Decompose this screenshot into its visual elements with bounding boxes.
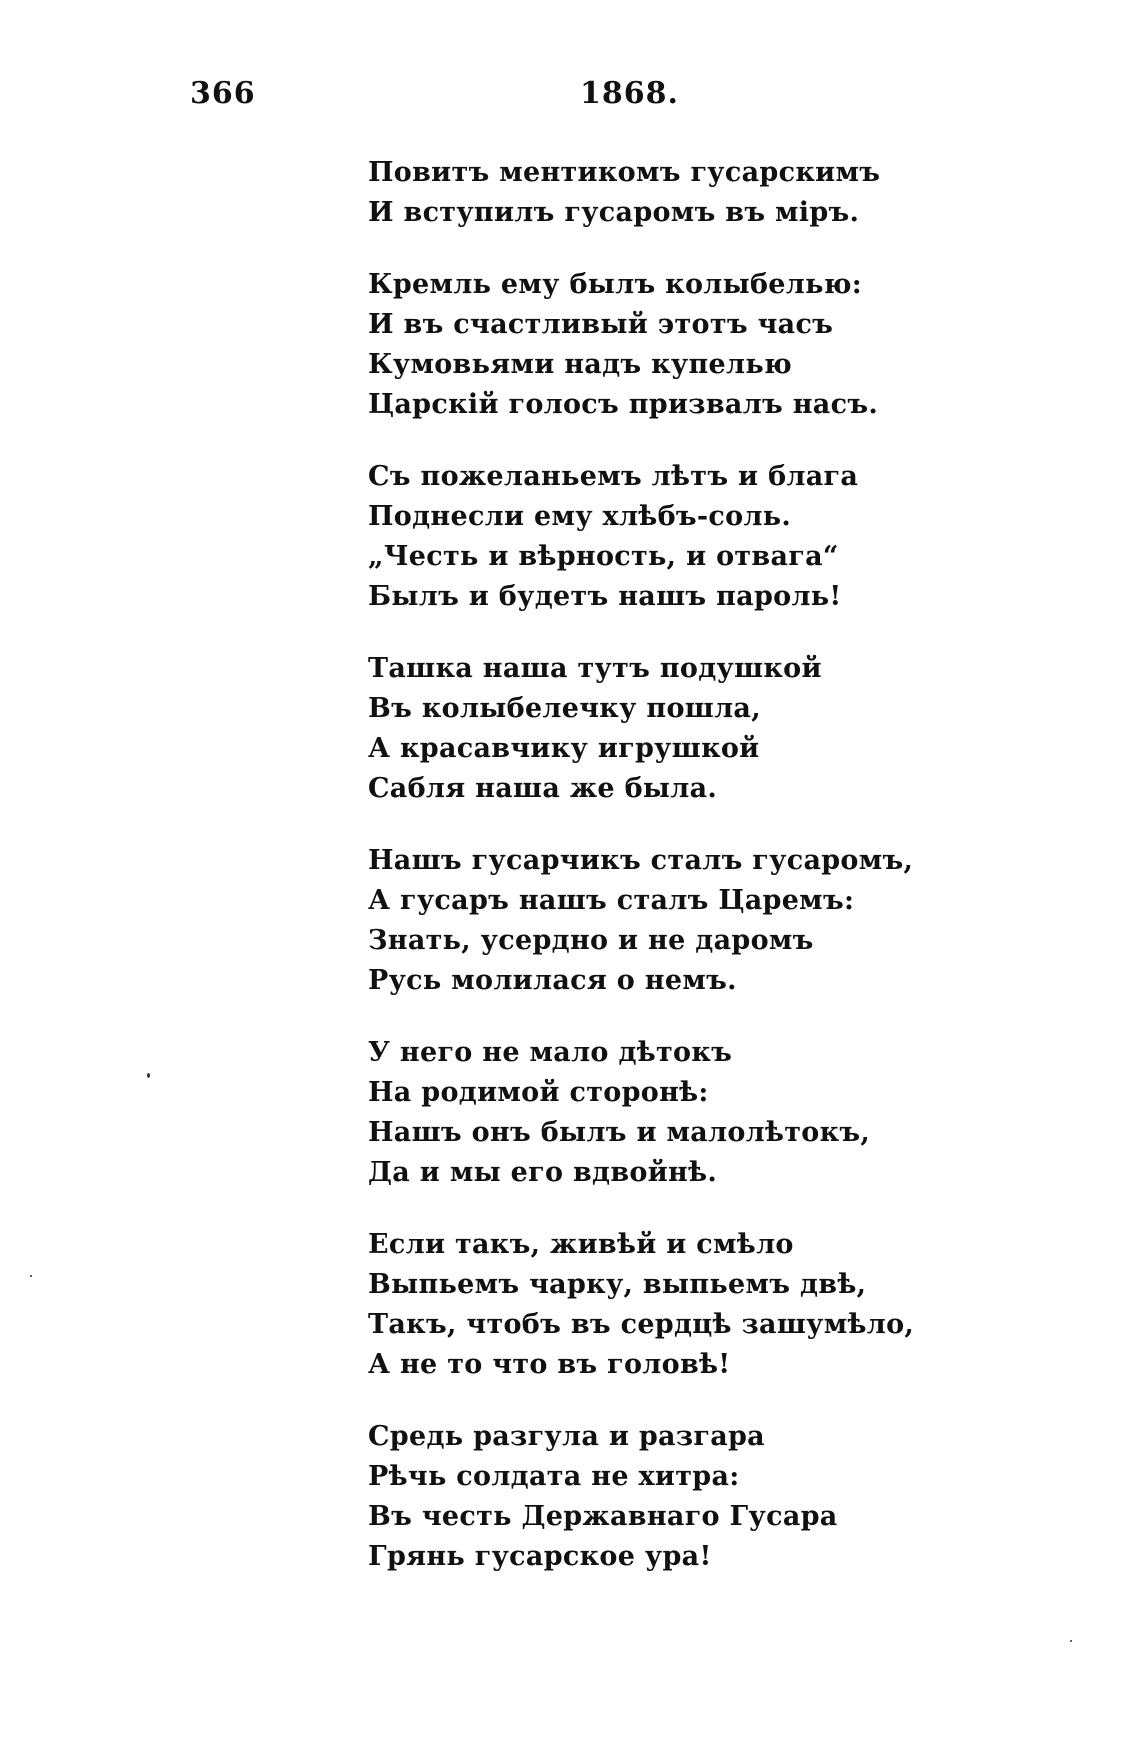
poem-line: И въ счастливый этотъ часъ xyxy=(368,309,834,340)
poem-line: Нашъ гусарчикъ сталъ гусаромъ, xyxy=(368,845,914,876)
poem-line: А красавчику игрушкой xyxy=(368,733,760,764)
poem-line: Если такъ, живѣй и смѣло xyxy=(368,1229,794,1260)
poem-line: Нашъ онъ былъ и малолѣтокъ, xyxy=(368,1117,871,1148)
poem-line: Царскій голосъ призвалъ насъ. xyxy=(368,389,879,420)
poem-line: Въ честь Державнаго Гусара xyxy=(368,1501,838,1532)
poem-line: Ташка наша тутъ подушкой xyxy=(368,653,822,684)
poem-line: Повитъ ментикомъ гусарскимъ xyxy=(368,157,881,188)
poem-line: „Честь и вѣрность, и отвага“ xyxy=(368,541,839,572)
poem-line: Въ колыбелечку пошла, xyxy=(368,693,761,724)
page-number: 366 xyxy=(190,76,256,111)
ink-speck xyxy=(30,1275,32,1277)
poem-line: Грянь гусарское ура! xyxy=(368,1541,712,1572)
ink-speck xyxy=(147,1073,150,1078)
poem-line: На родимой сторонѣ: xyxy=(368,1077,709,1108)
poem-line: Кремль ему былъ колыбелью: xyxy=(368,269,862,300)
page-year-header: 1868. xyxy=(580,76,679,111)
poem xyxy=(368,153,1088,1609)
stanza-3 xyxy=(368,457,1088,617)
poem-line: А не то что въ головѣ! xyxy=(368,1349,731,1380)
poem-line: Знать, усердно и не даромъ xyxy=(368,925,814,956)
stanza-2 xyxy=(368,265,1088,425)
poem-line: Такъ, чтобъ въ сердцѣ зашумѣло, xyxy=(368,1309,915,1340)
poem-line: Средь разгула и разгара xyxy=(368,1421,765,1452)
poem-line: Русь молилася о немъ. xyxy=(368,965,737,996)
stanza-1 xyxy=(368,153,1088,233)
poem-line: У него не мало дѣтокъ xyxy=(368,1037,733,1068)
stanza-8 xyxy=(368,1417,1088,1577)
poem-line: Да и мы его вдвойнѣ. xyxy=(368,1157,718,1188)
poem-line: Былъ и будетъ нашъ пароль! xyxy=(368,581,842,612)
poem-line: Съ пожеланьемъ лѣтъ и блага xyxy=(368,461,859,492)
stanza-6 xyxy=(368,1033,1088,1193)
poem-line: Выпьемъ чарку, выпьемъ двѣ, xyxy=(368,1269,867,1300)
ink-speck xyxy=(1070,1640,1072,1642)
poem-line: Сабля наша же была. xyxy=(368,773,718,804)
stanza-5 xyxy=(368,841,1088,1001)
poem-line: Кумовьями надъ купелью xyxy=(368,349,792,380)
poem-line: Поднесли ему хлѣбъ-соль. xyxy=(368,501,792,532)
poem-line: И вступилъ гусаромъ въ міръ. xyxy=(368,197,860,228)
stanza-4 xyxy=(368,649,1088,809)
poem-line: А гусаръ нашъ сталъ Царемъ: xyxy=(368,885,855,916)
stanza-7 xyxy=(368,1225,1088,1385)
poem-line: Рѣчь солдата не хитра: xyxy=(368,1461,740,1492)
